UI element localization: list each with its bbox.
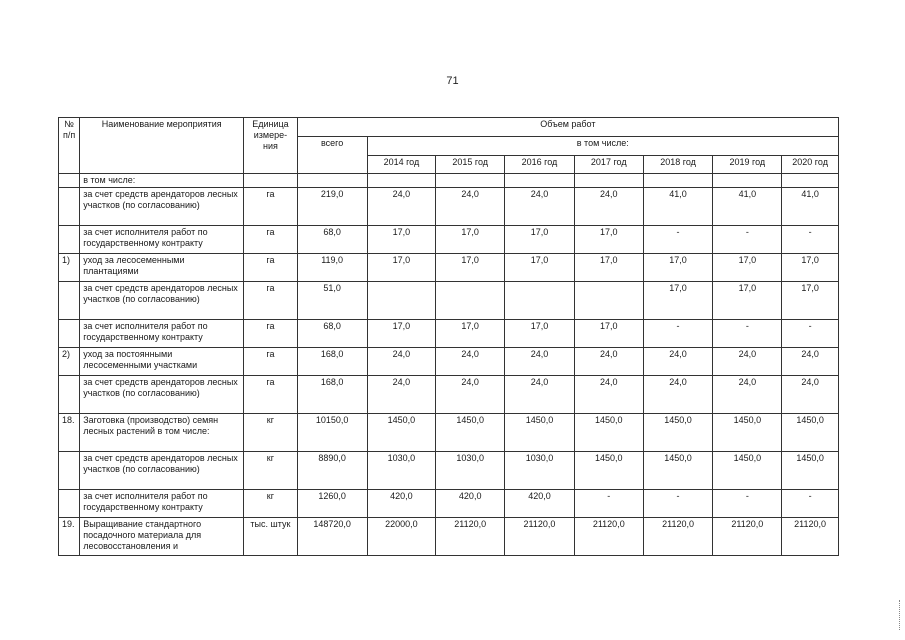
year-value-cell: 21120,0 <box>643 518 713 556</box>
year-value-cell: 1450,0 <box>782 414 839 452</box>
year-value-cell: 17,0 <box>643 254 713 282</box>
year-value-cell: 1450,0 <box>436 414 505 452</box>
header-year: 2019 год <box>713 156 782 174</box>
year-value-cell: 24,0 <box>643 376 713 414</box>
measure-name: за счет средств арендаторов лесных участков (по согласованию) <box>80 188 244 226</box>
year-value-cell: - <box>643 320 713 348</box>
year-value-cell: 1450,0 <box>713 414 782 452</box>
works-volume-table <box>58 117 839 556</box>
unit-cell: кг <box>244 490 298 518</box>
header-year: 2015 год <box>436 156 505 174</box>
measure-name: уход за постоянными лесосеменными участками <box>80 348 244 376</box>
year-value-cell: - <box>713 490 782 518</box>
year-value-cell: 41,0 <box>782 188 839 226</box>
year-value-cell: 1030,0 <box>436 452 505 490</box>
header-total: всего <box>297 137 367 174</box>
table-row <box>59 188 839 226</box>
year-value-cell <box>643 174 713 188</box>
unit-cell: га <box>244 320 298 348</box>
year-value-cell: - <box>713 320 782 348</box>
row-number: 1) <box>59 254 80 282</box>
year-value-cell <box>505 282 575 320</box>
year-value-cell: 24,0 <box>367 348 436 376</box>
year-value-cell <box>574 282 643 320</box>
year-value-cell: 24,0 <box>505 376 575 414</box>
header-year: 2018 год <box>643 156 713 174</box>
year-value-cell: 24,0 <box>643 348 713 376</box>
table-row <box>59 282 839 320</box>
row-number <box>59 452 80 490</box>
unit-cell: га <box>244 282 298 320</box>
year-value-cell: - <box>643 490 713 518</box>
year-value-cell <box>574 174 643 188</box>
year-value-cell <box>782 174 839 188</box>
year-value-cell: 1450,0 <box>782 452 839 490</box>
table-row <box>59 348 839 376</box>
year-value-cell <box>367 174 436 188</box>
year-value-cell: 420,0 <box>505 490 575 518</box>
year-value-cell: 1450,0 <box>505 414 575 452</box>
year-value-cell <box>367 282 436 320</box>
year-value-cell: 22000,0 <box>367 518 436 556</box>
year-value-cell: 24,0 <box>574 188 643 226</box>
header-year: 2014 год <box>367 156 436 174</box>
year-value-cell: 17,0 <box>574 254 643 282</box>
year-value-cell: 17,0 <box>436 226 505 254</box>
total-cell: 8890,0 <box>297 452 367 490</box>
year-value-cell: 24,0 <box>436 348 505 376</box>
row-number <box>59 376 80 414</box>
table-row <box>59 174 839 188</box>
total-cell: 168,0 <box>297 376 367 414</box>
header-year: 2017 год <box>574 156 643 174</box>
year-value-cell: 1030,0 <box>367 452 436 490</box>
year-value-cell: 17,0 <box>643 282 713 320</box>
header-including: в том числе: <box>367 137 838 156</box>
year-value-cell: 24,0 <box>782 348 839 376</box>
year-value-cell: 24,0 <box>367 188 436 226</box>
year-value-cell: 17,0 <box>367 254 436 282</box>
header-num: № п/п <box>59 118 80 174</box>
unit-cell: кг <box>244 452 298 490</box>
table-row <box>59 320 839 348</box>
measure-name: Заготовка (производство) семян лесных растений в том числе: <box>80 414 244 452</box>
year-value-cell: 17,0 <box>713 282 782 320</box>
year-value-cell: 24,0 <box>505 348 575 376</box>
year-value-cell: 24,0 <box>713 376 782 414</box>
total-cell: 148720,0 <box>297 518 367 556</box>
year-value-cell: - <box>574 490 643 518</box>
measure-name: за счет исполнителя работ по государственному контракту <box>80 490 244 518</box>
total-cell: 51,0 <box>297 282 367 320</box>
total-cell: 119,0 <box>297 254 367 282</box>
year-value-cell: 1030,0 <box>505 452 575 490</box>
unit-cell: га <box>244 188 298 226</box>
table-row <box>59 414 839 452</box>
table-row <box>59 452 839 490</box>
year-value-cell: 1450,0 <box>643 452 713 490</box>
unit-cell: тыс. штук <box>244 518 298 556</box>
row-number: 2) <box>59 348 80 376</box>
year-value-cell: 1450,0 <box>367 414 436 452</box>
year-value-cell <box>436 282 505 320</box>
year-value-cell: 24,0 <box>436 376 505 414</box>
measure-name: за счет средств арендаторов лесных участков (по согласованию) <box>80 282 244 320</box>
year-value-cell: 17,0 <box>436 320 505 348</box>
header-name: Наименование мероприятия <box>80 118 244 174</box>
year-value-cell: 1450,0 <box>574 452 643 490</box>
year-value-cell: 24,0 <box>367 376 436 414</box>
row-number: 18. <box>59 414 80 452</box>
unit-cell: га <box>244 254 298 282</box>
total-cell: 10150,0 <box>297 414 367 452</box>
year-value-cell: 24,0 <box>574 376 643 414</box>
total-cell: 68,0 <box>297 320 367 348</box>
unit-cell: га <box>244 226 298 254</box>
year-value-cell <box>505 174 575 188</box>
row-number <box>59 174 80 188</box>
table-row <box>59 518 839 556</box>
header-year: 2016 год <box>505 156 575 174</box>
year-value-cell: 1450,0 <box>574 414 643 452</box>
year-value-cell: 21120,0 <box>713 518 782 556</box>
year-value-cell: - <box>782 320 839 348</box>
total-cell: 219,0 <box>297 188 367 226</box>
year-value-cell: 17,0 <box>367 226 436 254</box>
header-volume: Объем работ <box>297 118 838 137</box>
year-value-cell: 17,0 <box>574 226 643 254</box>
unit-cell: га <box>244 348 298 376</box>
measure-name: в том числе: <box>80 174 244 188</box>
year-value-cell: 24,0 <box>505 188 575 226</box>
year-value-cell: 17,0 <box>782 254 839 282</box>
year-value-cell: 1450,0 <box>643 414 713 452</box>
total-cell: 168,0 <box>297 348 367 376</box>
year-value-cell: 17,0 <box>782 282 839 320</box>
unit-cell: га <box>244 376 298 414</box>
header-unit: Единица измере-ния <box>244 118 298 174</box>
year-value-cell: 17,0 <box>505 320 575 348</box>
year-value-cell: 1450,0 <box>713 452 782 490</box>
measure-name: за счет исполнителя работ по государственному контракту <box>80 320 244 348</box>
table-row <box>59 490 839 518</box>
header-year: 2020 год <box>782 156 839 174</box>
year-value-cell: 420,0 <box>367 490 436 518</box>
row-number <box>59 490 80 518</box>
row-number <box>59 282 80 320</box>
year-value-cell: 41,0 <box>643 188 713 226</box>
year-value-cell: 17,0 <box>436 254 505 282</box>
total-cell: 1260,0 <box>297 490 367 518</box>
year-value-cell: 24,0 <box>713 348 782 376</box>
unit-cell: кг <box>244 414 298 452</box>
table-row <box>59 254 839 282</box>
year-value-cell: 17,0 <box>574 320 643 348</box>
measure-name: за счет средств арендаторов лесных участков (по согласованию) <box>80 452 244 490</box>
year-value-cell <box>713 174 782 188</box>
year-value-cell: 21120,0 <box>505 518 575 556</box>
row-number <box>59 226 80 254</box>
measure-name: за счет средств арендаторов лесных участков (по согласованию) <box>80 376 244 414</box>
year-value-cell: 41,0 <box>713 188 782 226</box>
year-value-cell: 420,0 <box>436 490 505 518</box>
year-value-cell: 21120,0 <box>574 518 643 556</box>
margin-mark <box>899 600 901 630</box>
table-row <box>59 376 839 414</box>
total-cell: 68,0 <box>297 226 367 254</box>
year-value-cell: 17,0 <box>367 320 436 348</box>
measure-name: уход за лесосеменными плантациями <box>80 254 244 282</box>
year-value-cell: 17,0 <box>713 254 782 282</box>
year-value-cell <box>436 174 505 188</box>
unit-cell <box>244 174 298 188</box>
year-value-cell: - <box>713 226 782 254</box>
total-cell <box>297 174 367 188</box>
year-value-cell: - <box>782 490 839 518</box>
page-number: 71 <box>446 75 459 87</box>
row-number <box>59 320 80 348</box>
year-value-cell: 17,0 <box>505 254 575 282</box>
measure-name: Выращивание стандартного посадочного материала для лесовосстановления и <box>80 518 244 556</box>
year-value-cell: 24,0 <box>436 188 505 226</box>
year-value-cell: 17,0 <box>505 226 575 254</box>
year-value-cell: 24,0 <box>574 348 643 376</box>
table-row <box>59 226 839 254</box>
row-number <box>59 188 80 226</box>
year-value-cell: - <box>643 226 713 254</box>
year-value-cell: 21120,0 <box>782 518 839 556</box>
year-value-cell: - <box>782 226 839 254</box>
measure-name: за счет исполнителя работ по государственному контракту <box>80 226 244 254</box>
row-number: 19. <box>59 518 80 556</box>
year-value-cell: 24,0 <box>782 376 839 414</box>
year-value-cell: 21120,0 <box>436 518 505 556</box>
